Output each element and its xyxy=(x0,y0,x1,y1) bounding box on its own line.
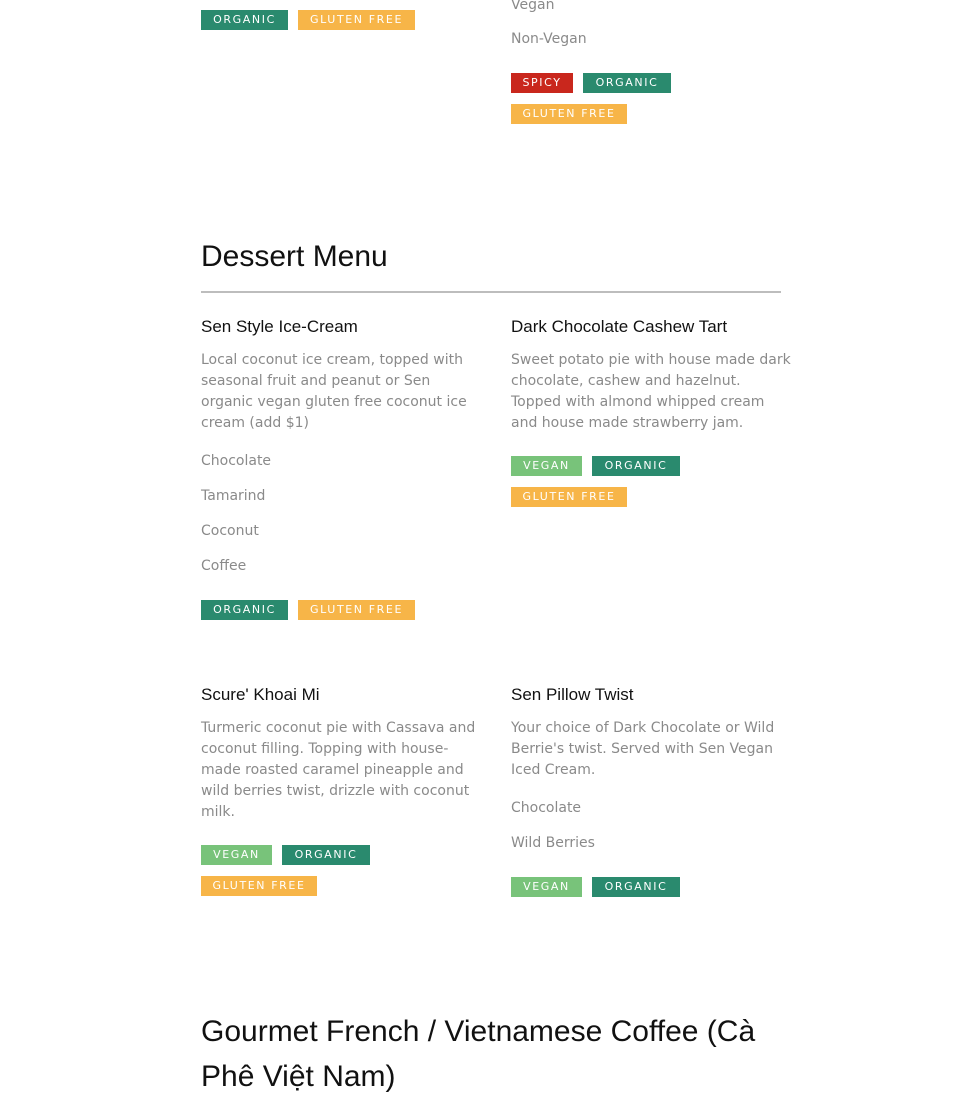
option-coffee: Coffee xyxy=(201,558,247,574)
item-name: Dark Chocolate Cashew Tart xyxy=(511,317,728,336)
section-title-dessert: Dessert Menu xyxy=(201,240,388,273)
tag-spicy: SPICY xyxy=(511,73,573,93)
desc-line: chocolate, cashew and hazelnut. xyxy=(511,373,741,389)
item-name: Scure' Khoai Mi xyxy=(201,685,320,704)
tag-vegan: VEGAN xyxy=(511,877,582,897)
tag-organic: ORGANIC xyxy=(583,73,671,93)
option-chocolate: Chocolate xyxy=(511,800,582,816)
tag-gluten-free: GLUTEN FREE xyxy=(298,600,415,620)
option-chocolate: Chocolate xyxy=(201,453,272,469)
option-wild-berries: Wild Berries xyxy=(511,835,595,851)
section-divider xyxy=(201,291,781,293)
item-description xyxy=(511,350,791,434)
desc-line: Turmeric coconut pie with Cassava and xyxy=(201,720,476,736)
item-name: Sen Style Ice-Cream xyxy=(201,317,358,336)
tag-gluten-free: GLUTEN FREE xyxy=(298,10,415,30)
desc-line: milk. xyxy=(201,804,235,820)
item-description xyxy=(201,350,467,434)
item-description xyxy=(511,718,774,781)
desc-line: Your choice of Dark Chocolate or Wild xyxy=(511,720,775,736)
item-description xyxy=(201,718,475,823)
tag-vegan: VEGAN xyxy=(201,845,272,865)
title-line: Phê Việt Nam) xyxy=(201,1060,396,1093)
option-non-vegan: Non-Vegan xyxy=(511,31,587,47)
desc-line: cream (add $1) xyxy=(201,415,309,431)
desc-line: and house made strawberry jam. xyxy=(511,415,744,431)
desc-line: made roasted caramel pineapple and xyxy=(201,762,464,778)
tag-vegan: VEGAN xyxy=(511,456,582,476)
tag-organic: ORGANIC xyxy=(592,877,680,897)
desc-line: organic vegan gluten free coconut ice xyxy=(201,394,467,410)
option-vegan: Vegan xyxy=(511,0,555,13)
section-title-coffee xyxy=(201,1009,755,1099)
desc-line: Sweet potato pie with house made dark xyxy=(511,352,791,368)
option-tamarind: Tamarind xyxy=(201,488,266,504)
item-name: Sen Pillow Twist xyxy=(511,685,634,704)
desc-line: seasonal fruit and peanut or Sen xyxy=(201,373,431,389)
desc-line: Iced Cream. xyxy=(511,762,596,778)
tag-gluten-free: GLUTEN FREE xyxy=(511,104,627,124)
desc-line: Topped with almond whipped cream xyxy=(511,394,765,410)
option-coconut: Coconut xyxy=(201,523,259,539)
tag-organic: ORGANIC xyxy=(592,456,680,476)
tag-gluten-free: GLUTEN FREE xyxy=(201,876,317,896)
desc-line: Berrie's twist. Served with Sen Vegan xyxy=(511,741,774,757)
tag-organic: ORGANIC xyxy=(201,600,288,620)
tag-gluten-free: GLUTEN FREE xyxy=(511,487,627,507)
desc-line: Local coconut ice cream, topped with xyxy=(201,352,463,368)
desc-line: coconut filling. Topping with house- xyxy=(201,741,449,757)
tag-organic: ORGANIC xyxy=(282,845,370,865)
desc-line: wild berries twist, drizzle with coconut xyxy=(201,783,470,799)
tag-organic: ORGANIC xyxy=(201,10,288,30)
title-line: Gourmet French / Vietnamese Coffee (Cà xyxy=(201,1015,756,1048)
